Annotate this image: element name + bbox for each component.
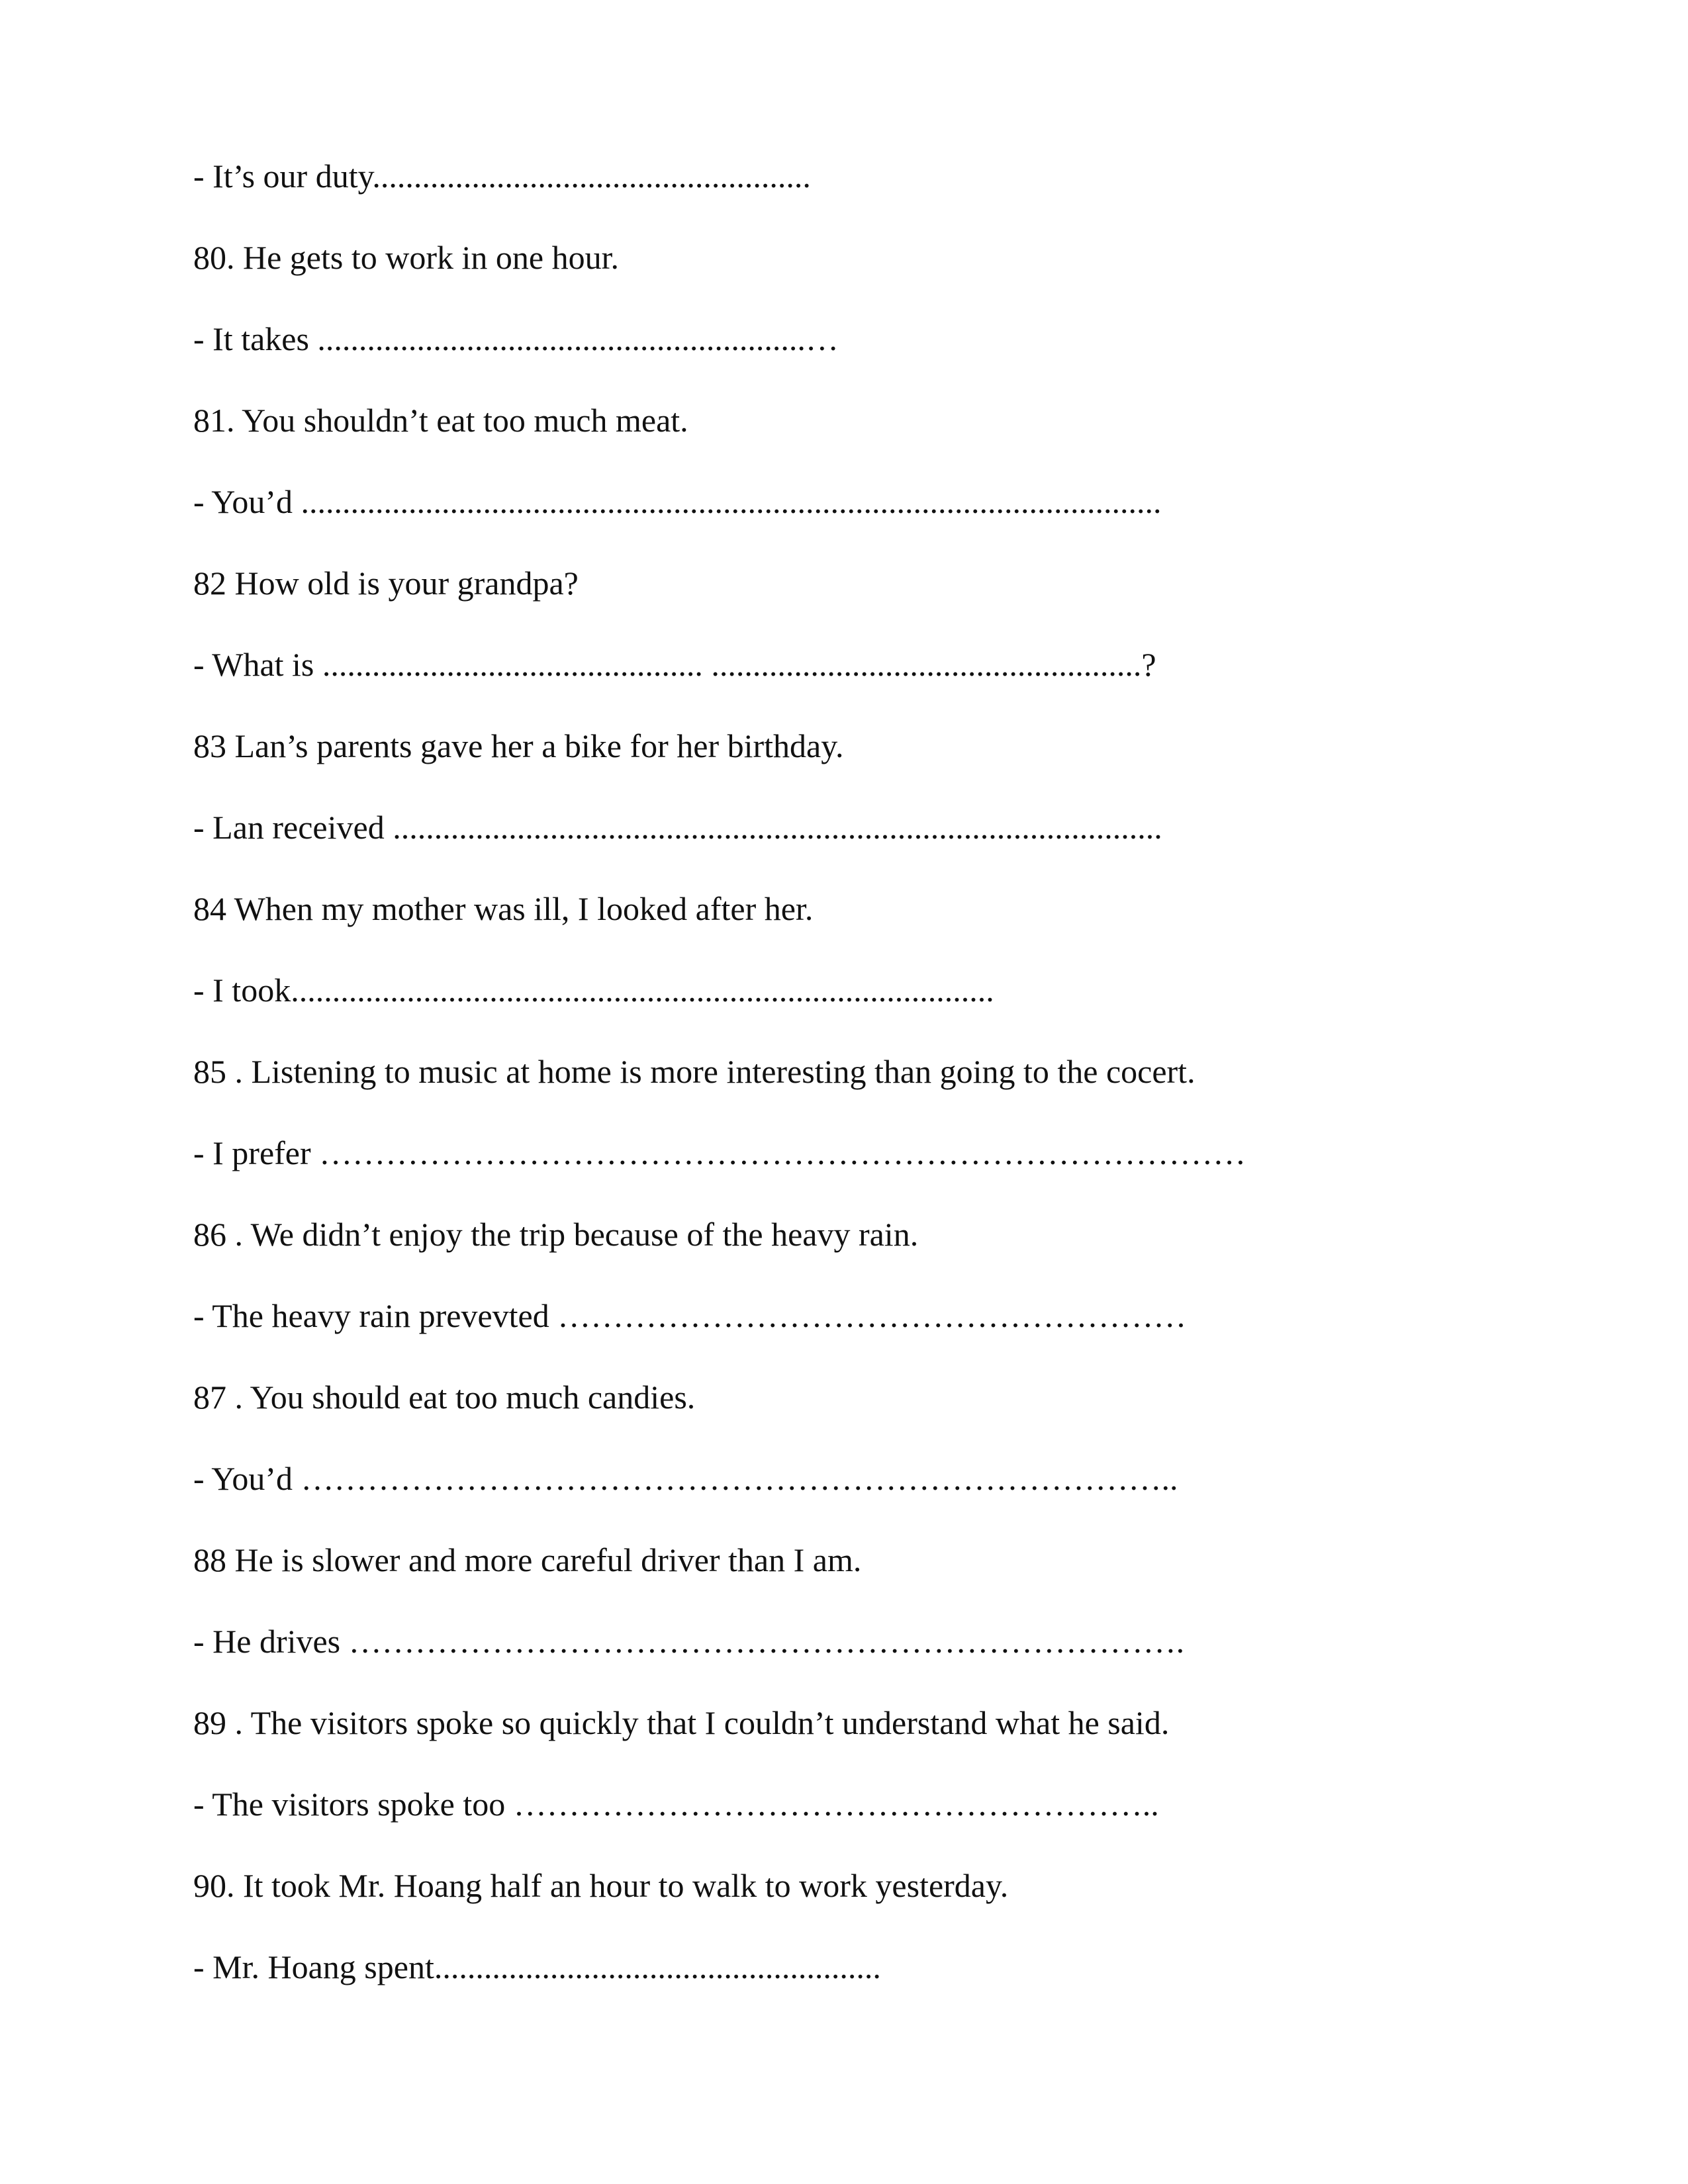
question-88: 88 He is slower and more careful driver than I am. bbox=[193, 1541, 862, 1578]
answer-line-86: - The heavy rain prevevted ………………………………………………… bbox=[193, 1297, 1187, 1334]
question-90: 90. It took Mr. Hoang half an hour to walk to work yesterday. bbox=[193, 1867, 1009, 1904]
answer-line-82: - What is .............................................. ....................................................? bbox=[193, 646, 1156, 683]
question-89: 89 . The visitors spoke so quickly that I couldn’t understand what he said. bbox=[193, 1704, 1170, 1741]
answer-line-90: - Mr. Hoang spent...................................................... bbox=[193, 1948, 881, 1985]
answer-line-89: - The visitors spoke too ………………………………………………….. bbox=[193, 1786, 1159, 1823]
question-85: 85 . Listening to music at home is more interesting than going to the cocert. bbox=[193, 1053, 1196, 1090]
question-80: 80. He gets to work in one hour. bbox=[193, 239, 619, 276]
question-82: 82 How old is your grandpa? bbox=[193, 565, 579, 602]
question-83: 83 Lan’s parents gave her a bike for her birthday. bbox=[193, 727, 844, 764]
answer-line-79: - It’s our duty..................................................... bbox=[193, 158, 811, 195]
answer-line-88: - He drives …………………………………………………………………. bbox=[193, 1623, 1185, 1660]
question-86: 86 . We didn’t enjoy the trip because of the heavy rain. bbox=[193, 1216, 919, 1253]
answer-line-84: - I took..................................................................................... bbox=[193, 972, 994, 1009]
question-87: 87 . You should eat too much candies. bbox=[193, 1379, 696, 1416]
answer-line-87: - You’d …………………………………………………………………….. bbox=[193, 1460, 1178, 1497]
question-84: 84 When my mother was ill, I looked after her. bbox=[193, 890, 814, 927]
answer-line-83: - Lan received ............................................................................................. bbox=[193, 809, 1162, 846]
answer-line-81: - You’d ........................................................................................................ bbox=[193, 483, 1162, 520]
answer-line-80: - It takes ...........................................................… bbox=[193, 320, 839, 357]
answer-line-85: - I prefer ………………………………………………………………………… bbox=[193, 1134, 1246, 1171]
question-81: 81. You shouldn’t eat too much meat. bbox=[193, 402, 688, 439]
